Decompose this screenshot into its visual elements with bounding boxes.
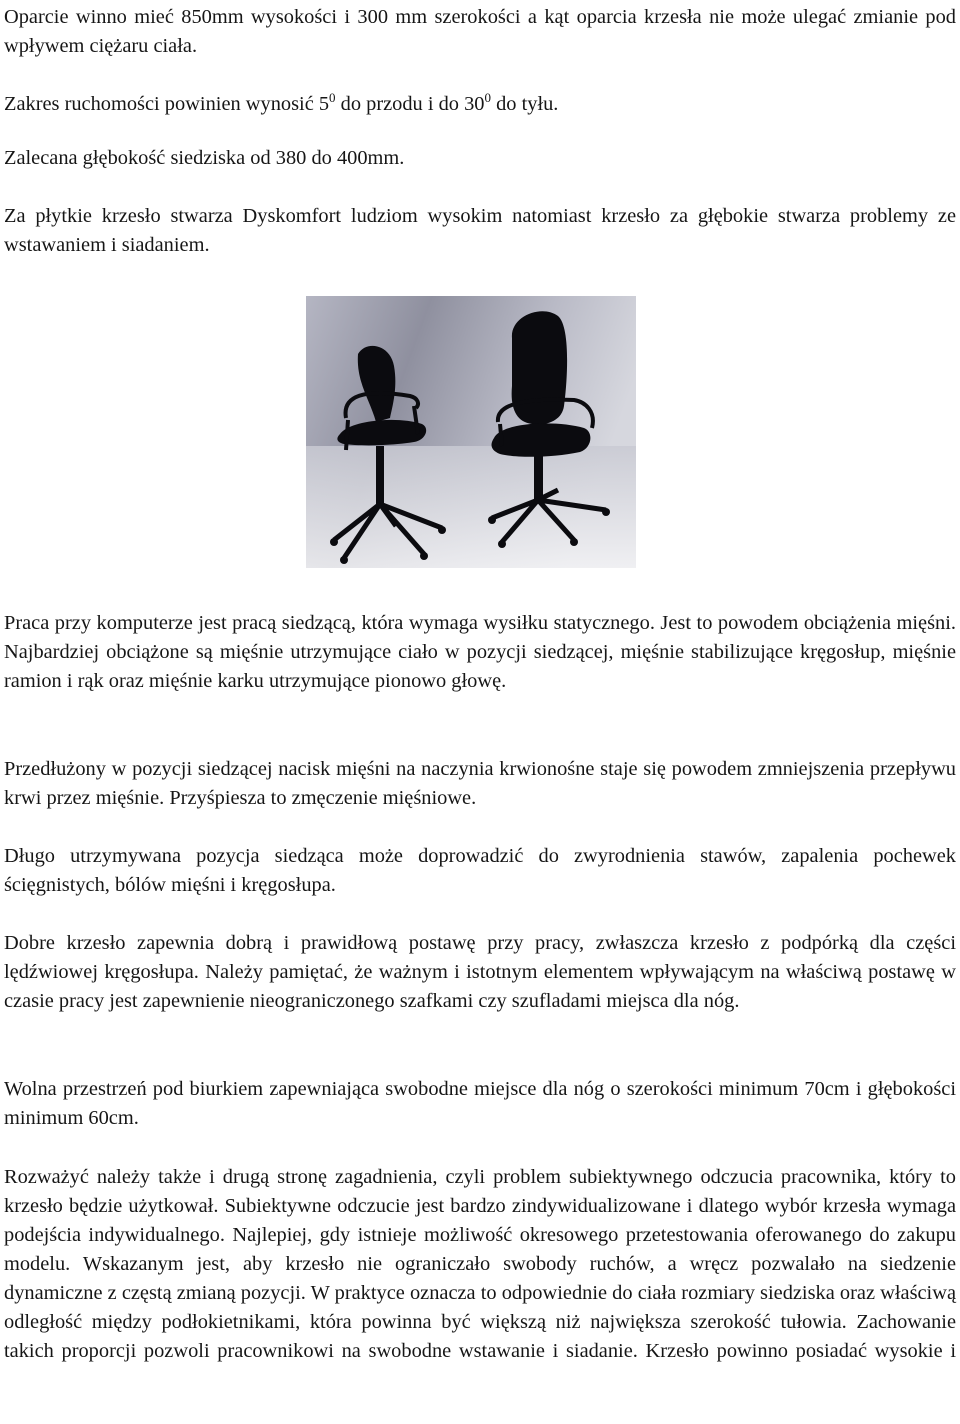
paragraph-good-chair: Dobre krzesło zapewnia dobrą i prawidłową postawę przy pracy, zwłaszcza krzesło z podpórką dla części lędźwiowej kręgosłupa. Należy pamiętać, że ważnym i istotnym elementem wpływającym na właściwą postawę w czasie pracy jest zapewnienie nieograniczonego szafkami czy szufladami miejsca dla nóg. [4, 932, 956, 1012]
office-chairs-photo [306, 296, 636, 568]
degree-superscript-2: 0 [484, 90, 491, 105]
paragraph-mobility-range [4, 90, 956, 119]
paragraph-subjective: Rozważyć należy także i drugą stronę zagadnienia, czyli problem subiektywnego odczucia pracownika, który to krzesło będzie użytkował. Subiektywne odczucie jest bardzo zindywidualizowane i dlatego wybór krzesła wymaga podejścia indywidualnego. Najlepiej, gdy istnieje możliwość okresowego przetestowania oferowanego do zakupu modelu. Wskazanym jest, aby krzesło nie ograniczało swobody ruchów, a wręcz pozwalało na siedzenie dynamiczne z częstą zmianą pozycji. W praktyce oznacza to odpowiednie do ciała rozmiary siedziska oraz właściwą odległość między podłokietnikami, która powinna być większą niż największa szerokość tułowia. Zachowanie takich proporcji pozwoli pracownikowi na swobodne wstawanie i siadanie. Krzesło powinno posiadać wysokie i [4, 1166, 956, 1362]
paragraph-long-sitting: Długo utrzymywana pozycja siedząca może doprowadzić do zwyrodnienia stawów, zapalenia pochewek ścięgnistych, bólów mięśni i kręgosłupa. [4, 845, 956, 896]
paragraph-legroom: Wolna przestrzeń pod biurkiem zapewniająca swobodne miejsce dla nóg o szerokości minimum 70cm i głębokości minimum 60cm. [4, 1078, 956, 1129]
paragraph-backrest: Oparcie winno mieć 850mm wysokości i 300 mm szerokości a kąt oparcia krzesła nie może ulegać zmianie pod wpływem ciężaru ciała. [4, 6, 956, 57]
mobility-text-1: Zakres ruchomości powinien wynosić 5 [4, 93, 330, 115]
mobility-text-3: do tyłu. [491, 93, 559, 115]
paragraph-seat-depth: Zalecana głębokość siedziska od 380 do 400mm. [4, 147, 405, 169]
degree-superscript-1: 0 [329, 90, 336, 105]
paragraph-shallow-chair: Za płytkie krzesło stwarza Dyskomfort ludziom wysokim natomiast krzesło za głębokie stwarza problemy ze wstawaniem i siadaniem. [4, 205, 956, 256]
mobility-text-2: do przodu i do 30 [335, 93, 485, 115]
paragraph-computer-work: Praca przy komputerze jest pracą siedzącą, która wymaga wysiłku statycznego. Jest to powodem obciążenia mięśni. Najbardziej obciążone są mięśnie utrzymujące ciało w pozycji siedzącej, mięśnie stabilizujące kręgosłup, mięśnie ramion i rąk oraz mięśnie karku utrzymujące pionowo głowę. [4, 612, 956, 692]
paragraph-muscle-pressure: Przedłużony w pozycji siedzącej nacisk mięśni na naczynia krwionośne staje się powodem zmniejszenia przepływu krwi przez mięśnie. Przyśpiesza to zmęczenie mięśniowe. [4, 758, 956, 809]
